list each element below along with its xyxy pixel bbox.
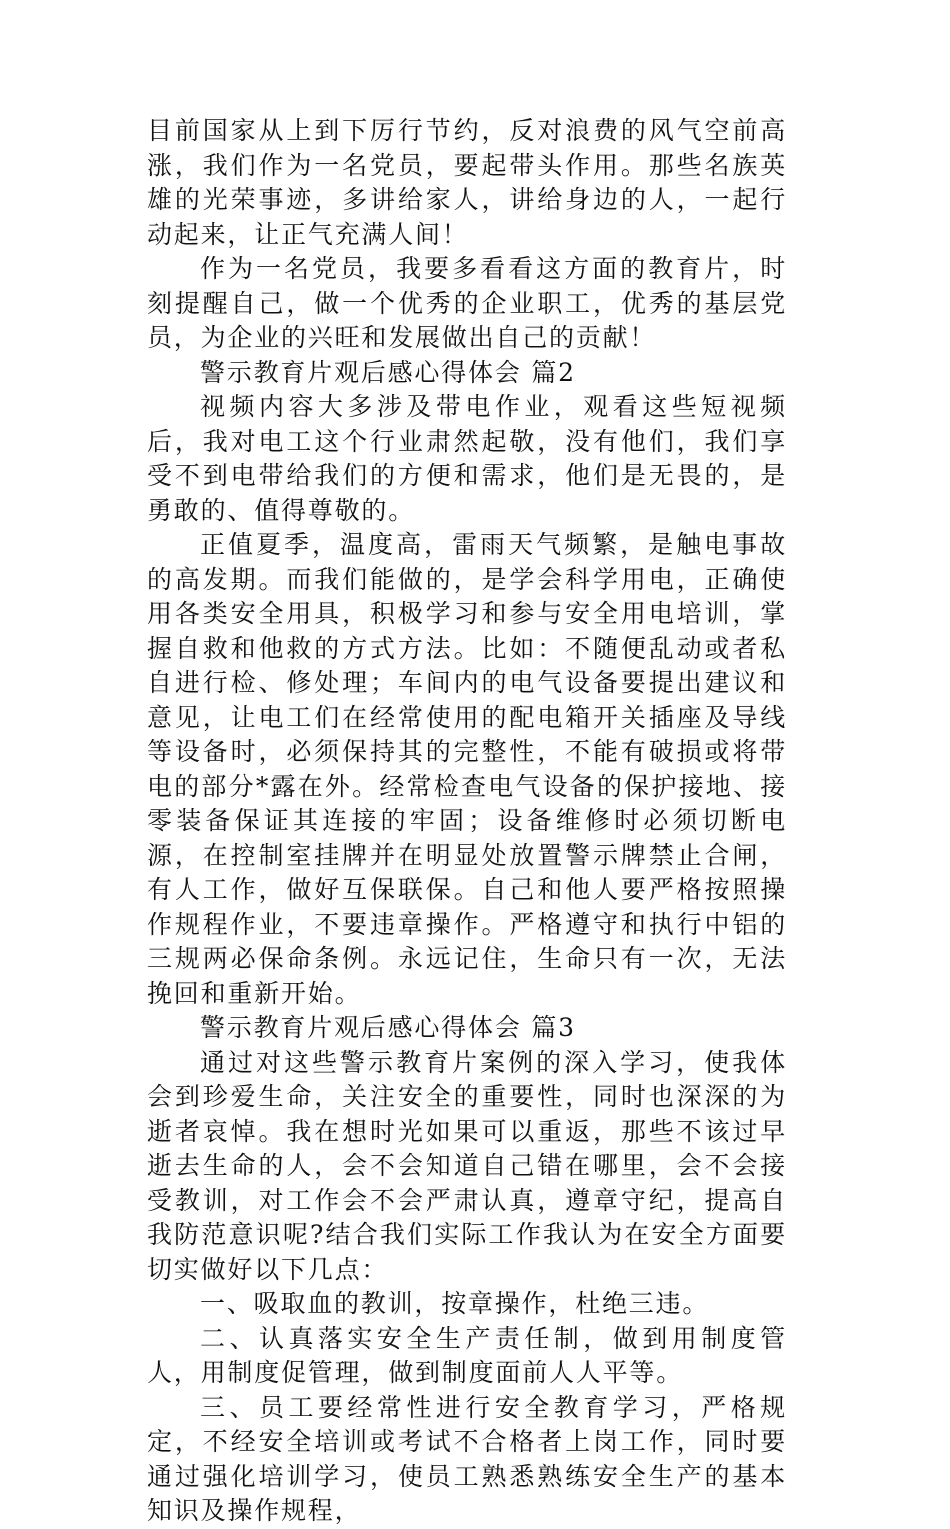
section-heading-2: 警示教育片观后感心得体会 篇2 [200, 357, 576, 387]
paragraph: 正值夏季，温度高，雷雨天气频繁，是触电事故的高发期。而我们能做的，是学会科学用电，正确使用各类安全用具，积极学习和参与安全用电培训，掌握自救和他救的方式方法。比如：不随便乱动或者私自进行检、修处理；车间内的电气设备要提出建议和意见，让电工们在经常使用的配电箱开关插座及导线等设备时，必须保持其的完整性，不能有破损或将带电的部分*露在外。经常检查电气设备的保护接地、接零装备保证其连接的牢固；设备维修时必须切断电源，在控制室挂牌并在明显处放置警示牌禁止合闸，有人工作，做好互保联保。自己和他人要严格按照操作规程作业，不要违章操作。严格遵守和执行中铝的三规两必保命条例。永远记住，生命只有一次，无法挽回和重新开始。 [147, 530, 787, 1008]
paragraph: 视频内容大多涉及带电作业，观看这些短视频后，我对电工这个行业肃然起敬，没有他们，我们享受不到电带给我们的方便和需求，他们是无畏的，是勇敢的、值得尊敬的。 [147, 392, 787, 525]
paragraph-continuation: 目前国家从上到下厉行节约，反对浪费的风气空前高涨，我们作为一名党员，要起带头作用。那些名族英雄的光荣事迹，多讲给家人，讲给身边的人，一起行动起来，让正气充满人间！ [147, 116, 787, 249]
paragraph: 作为一名党员，我要多看看这方面的教育片，时刻提醒自己，做一个优秀的企业职工，优秀的基层党员，为企业的兴旺和发展做出自己的贡献！ [147, 254, 787, 352]
list-item-2: 二、认真落实安全生产责任制，做到用制度管人，用制度促管理，做到制度面前人人平等。 [147, 1323, 787, 1387]
document-body [147, 114, 787, 1529]
list-item-1: 一、吸取血的教训，按章操作，杜绝三违。 [200, 1289, 710, 1318]
list-item-3: 三、员工要经常性进行安全教育学习，严格规定，不经安全培训或考试不合格者上岗工作，同时要通过强化培训学习，使员工熟悉熟练安全生产的基本知识及操作规程， [147, 1392, 787, 1525]
section-heading-3: 警示教育片观后感心得体会 篇3 [200, 1013, 576, 1042]
paragraph: 通过对这些警示教育片案例的深入学习，使我体会到珍爱生命，关注安全的重要性，同时也深深的为逝者哀悼。我在想时光如果可以重返，那些不该过早逝去生命的人，会不会知道自己错在哪里，会不会接受教训，对工作会不会严肃认真，遵章守纪，提高自我防范意识呢?结合我们实际工作我认为在安全方面要切实做好以下几点： [147, 1047, 787, 1284]
